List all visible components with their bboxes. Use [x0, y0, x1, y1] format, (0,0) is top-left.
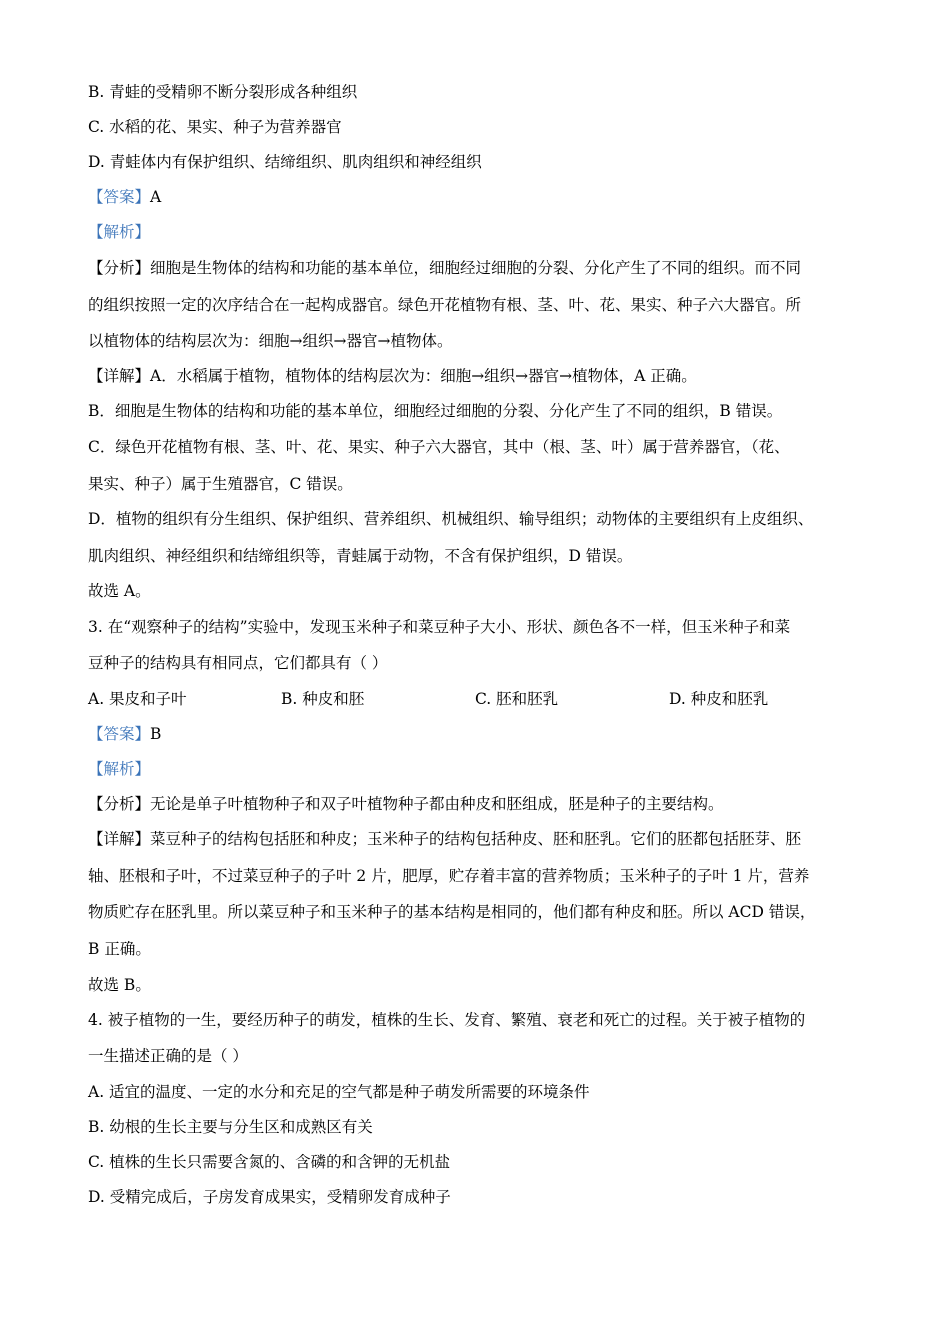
q2-analysis-line: 的组织按照一定的次序结合在一起构成器官。绿色开花植物有根、茎、叶、花、果实、种子六大器官。所	[88, 296, 802, 314]
q4-option-a: A. 适宜的温度、一定的水分和充足的空气都是种子萌发所需要的环境条件	[88, 1083, 590, 1101]
q3-option-d: D. 种皮和胚乳	[669, 690, 769, 708]
q3-option-b: B. 种皮和胚	[281, 690, 365, 708]
q2-detail-line: 果实、种子）属于生殖器官，C 错误。	[88, 475, 353, 493]
q4-stem-line: 4. 被子植物的一生，要经历种子的萌发，植株的生长、发育、繁殖、衰老和死亡的过程。关于被子植物的	[88, 1011, 806, 1029]
q2-detail-line: B．细胞是生物体的结构和功能的基本单位，细胞经过细胞的分裂、分化产生了不同的组织，B 错误。	[88, 402, 783, 420]
q3-detail-line: 【详解】菜豆种子的结构包括胚和种皮；玉米种子的结构包括种皮、胚和胚乳。它们的胚都包括胚芽、胚	[88, 830, 802, 848]
q2-analysis-tag: 【解析】	[88, 223, 151, 241]
answer-tag: 【答案】	[88, 725, 151, 743]
q2-option-d: D. 青蛙体内有保护组织、结缔组织、肌肉组织和神经组织	[88, 153, 482, 171]
q3-detail-line: 物质贮存在胚乳里。所以菜豆种子和玉米种子的基本结构是相同的，他们都有种皮和胚。所以 ACD 错误，	[88, 903, 816, 921]
q3-detail-line: B 正确。	[88, 940, 151, 958]
q3-analysis-tag: 【解析】	[88, 760, 151, 778]
q2-option-c: C. 水稻的花、果实、种子为营养器官	[88, 118, 342, 136]
q2-analysis-line: 以植物体的结构层次为：细胞→组织→器官→植物体。	[88, 332, 453, 350]
q2-detail-line: C．绿色开花植物有根、茎、叶、花、果实、种子六大器官，其中（根、茎、叶）属于营养器官，（花、	[88, 438, 790, 456]
q2-detail-line: 【详解】A．水稻属于植物，植物体的结构层次为：细胞→组织→器官→植物体，A 正确。	[88, 367, 697, 385]
q2-detail-line: 肌肉组织、神经组织和结缔组织等，青蛙属于动物，不含有保护组织，D 错误。	[88, 547, 633, 565]
q3-answer	[88, 724, 161, 744]
q4-option-c: C. 植株的生长只需要含氮的、含磷的和含钾的无机盐	[88, 1153, 451, 1171]
q4-option-b: B. 幼根的生长主要与分生区和成熟区有关	[88, 1118, 373, 1136]
q2-conclusion: 故选 A。	[88, 582, 151, 600]
q4-stem-line: 一生描述正确的是（ ）	[88, 1047, 248, 1065]
q3-detail-line: 轴、胚根和子叶，不过菜豆种子的子叶 2 片，肥厚，贮存着丰富的营养物质；玉米种子的子叶 1 片，营养	[88, 867, 810, 885]
q4-option-d: D. 受精完成后，子房发育成果实，受精卵发育成种子	[88, 1188, 451, 1206]
q3-conclusion: 故选 B。	[88, 976, 151, 994]
q3-stem-line: 3. 在“观察种子的结构”实验中，发现玉米种子和菜豆种子大小、形状、颜色各不一样，但玉米种子和菜	[88, 618, 791, 636]
answer-value: B	[150, 725, 162, 743]
q2-detail-line: D．植物的组织有分生组织、保护组织、营养组织、机械组织、输导组织；动物体的主要组织有上皮组织、	[88, 510, 814, 528]
q3-option-a: A. 果皮和子叶	[88, 690, 187, 708]
answer-value: A	[150, 188, 162, 206]
q3-analysis: 【分析】无论是单子叶植物种子和双子叶植物种子都由种皮和胚组成，胚是种子的主要结构。	[88, 795, 724, 813]
q2-option-b: B. 青蛙的受精卵不断分裂形成各种组织	[88, 83, 358, 101]
q3-stem-line: 豆种子的结构具有相同点，它们都具有（ ）	[88, 654, 388, 672]
q3-option-c: C. 胚和胚乳	[475, 690, 559, 708]
q2-answer	[88, 187, 161, 207]
answer-tag: 【答案】	[88, 188, 151, 206]
q2-analysis-line: 【分析】细胞是生物体的结构和功能的基本单位，细胞经过细胞的分裂、分化产生了不同的组织。而不同	[88, 259, 802, 277]
